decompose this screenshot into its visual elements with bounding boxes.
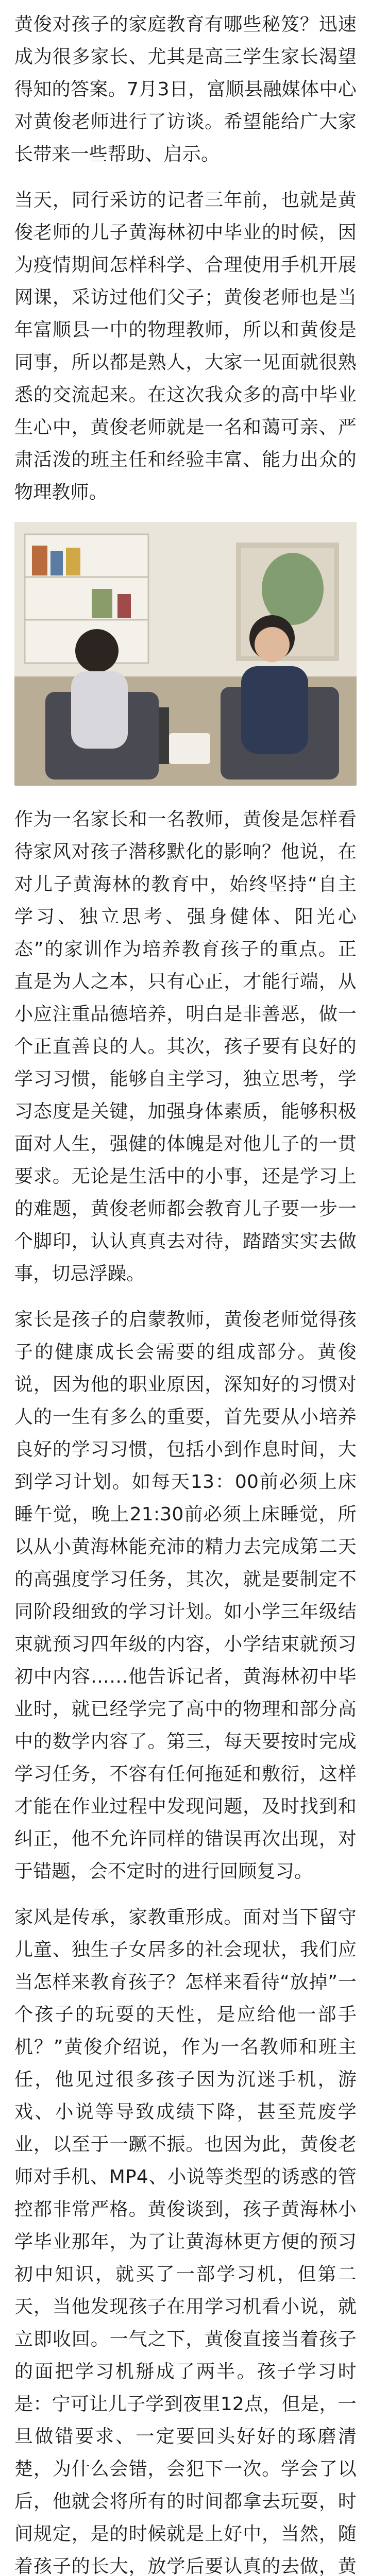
interview-scene-image [14,522,357,786]
article-paragraph: 当天，同行采访的记者三年前，也就是黄俊老师的儿子黄海林初中毕业的时候，因为疫情期间怎样科学、合理使用手机开展网课，采访过他们父子；黄俊老师也是当年富顺县一中的物理教师，所以和黄俊是同事，所以都是熟人，大家一见面就很熟悉的交流起来。在这次我众多的高中毕业生心中，黄俊老师就是一名和蔼可亲、严肃活泼的班主任和经验丰富、能力出众的物理教师。 [14,190,357,503]
interview-photo [14,522,357,786]
article-paragraph: 作为一名家长和一名教师，黄俊是怎样看待家风对孩子潜移默化的影响？他说，在对儿子黄海林的教育中，始终坚持“自主学习、独立思考、强身健体、阳光心态”的家训作为培养教育孩子的重点。正直是为人之本，只有心正，才能行端，从小应注重品德培养，明白是非善恶，做一个正直善良的人。其次，孩子要有良好的学习习惯，能够自主学习，独立思考，学习态度是关键，加强身体素质，能够积极面对人生，强健的体魄是对他儿子的一贯要求。无论是生活中的小事，还是学习上的难题，黄俊老师都会教育儿子要一步一个脚印，认认真真去对待，踏踏实实去做事，切忌浮躁。 [14,809,357,1284]
article-paragraph: 家长是孩子的启蒙教师，黄俊老师觉得孩子的健康成长会需要的组成部分。黄俊说，因为他的职业原因，深知好的习惯对人的一生有多么的重要，首先要从小培养良好的学习习惯，包括小到作息时间，大到学习计划。如每天13：00前必须上床睡午觉，晚上21:30前必须上床睡觉，所以从小黄海林能充沛的精力去完成第二天的高强度学习任务，其次，就是要制定不同阶段细致的学习计划。如小学三年级结束就预习四年级的内容，小学结束就预习初中内容……他告诉记者，黄海林初中毕业时，就已经学完了高中的物理和部分高中的数学内容了。第三，每天要按时完成学习任务，不容有任何拖延和敷衍，这样才能在作业过程中发现问题，及时找到和纠正，他不允许同样的错误再次出现，对于错题，会不定时的进行回顾复习。 [14,1309,357,1882]
article-paragraph: 家风是传承，家教重形成。面对当下留守儿童、独生子女居多的社会现状，我们应当怎样来教育孩子？怎样来看待“放掉”一个孩子的玩耍的天性，是应给他一部手机？”黄俊介绍说，作为一名教师和班主任，他见过很多孩子因为沉迷手机，游戏、小说等导致成绩下降，甚至荒废学业，以至于一蹶不振。也因为此，黄俊老师对手机、MP4、小说等类型的诱惑的管控都非常严格。黄俊谈到，孩子黄海林小学毕业那年，为了让黄海林更方便的预习初中知识，就买了一部学习机，但第二天，当他发现孩子在用学习机看小说，就立即收回。一气之下，黄俊直接当着孩子的面把学习机掰成了两半。孩子学习时是：宁可让儿子学到夜里12点，但是，一旦做错要求、一定要回头好好的琢磨清楚，为什么会错，会犯下一次。学会了以后，他就会将所有的时间都拿去玩耍，时间规定，是的时候就是上好中，当然，随着孩子的长大，放学后要认真的去做，黄 [14,1907,357,2576]
article-paragraph: 黄俊对孩子的家庭教育有哪些秘笈？迅速成为很多家长、尤其是高三学生家长渴望得知的答案。7月3日，富顺县融媒体中心对黄俊老师进行了访谈。希望能给广大家长带来一些帮助、启示。 [14,14,357,165]
